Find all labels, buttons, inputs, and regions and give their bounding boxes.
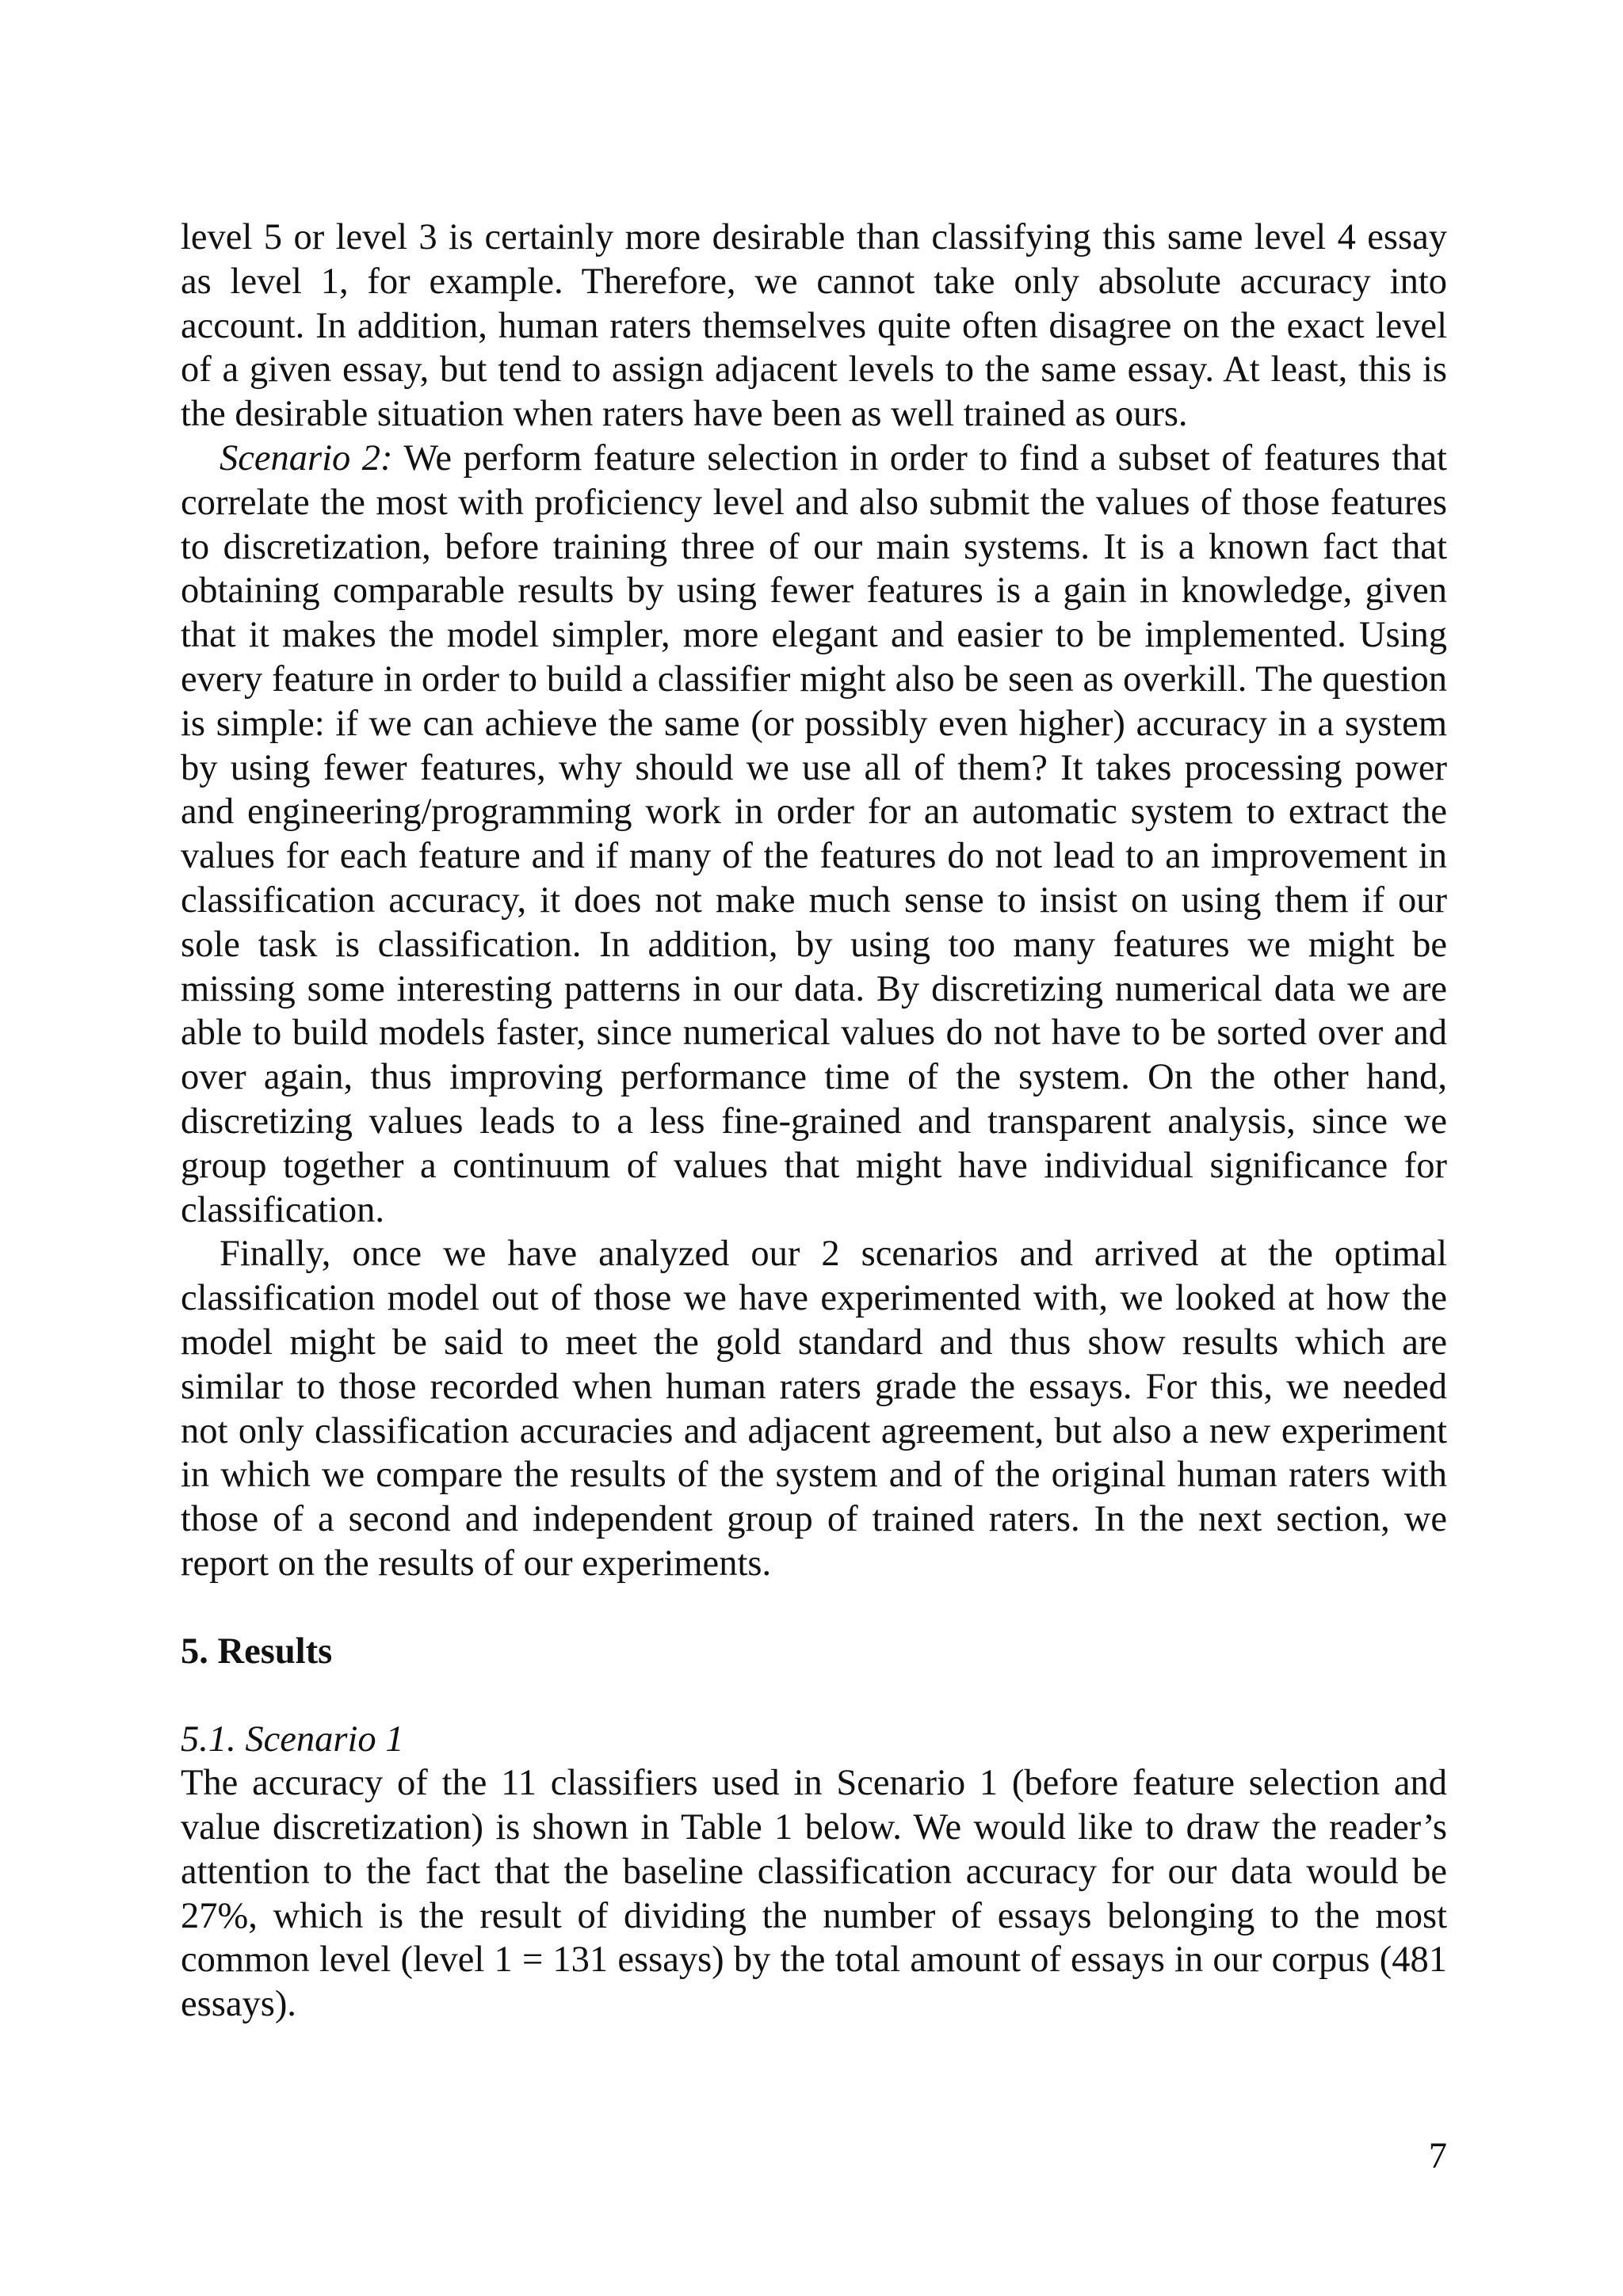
paragraph-scenario-1: The accuracy of the 11 classifiers used in Scenario 1 (before feature selection and value discretization) is shown in Table 1 below. We would like to draw the reader’s attention to the fact that the baseline classification accuracy for our data would be 27%, which is the result of dividing the number of essays belonging to the most common level (level 1 = 131 essays) by the total amount of essays in our corpus (481 essays). xyxy=(181,1763,1447,2025)
page-number: 7 xyxy=(1428,2136,1447,2176)
paragraph-scenario-2 xyxy=(181,437,1447,1232)
scenario-2-lead: Scenario 2: xyxy=(220,437,393,479)
section-heading-results: 5. Results xyxy=(181,1630,333,1672)
paragraph-finally: Finally, once we have analyzed our 2 scenarios and arrived at the optimal classification model out of those we have experimented with, we looked at how the model might be said to meet the gold standard and thus show results which are similar to those recorded when human raters grade the essays. For this, we needed not only classification accuracies and adjacent agreement, but also a new experiment in which we compare the results of the system and of the original human raters with those of a second and independent group of trained raters. In the next section, we report on the results of our experiments. xyxy=(181,1234,1447,1584)
paragraph-continuation: level 5 or level 3 is certainly more desirable than classifying this same level 4 essay as level 1, for example. Therefore, we cannot take only absolute accuracy into account. In addition, human raters themselves quite often disagree on the exact level of a given essay, but tend to assign adjacent levels to the same essay. At least, this is the desirable situation when raters have been as well trained as ours. xyxy=(181,217,1447,435)
scenario-2-text: We perform feature selection in order to find a subset of features that correlate the most with proficiency level and also submit the values of those features to discretization, before training three of our main systems. It is a known fact that obtaining comparable results by using fewer features is a gain in knowledge, given that it makes the model simpler, more elegant and easier to be implemented. Using every feature in order to build a classifier might also be seen as overkill. The question is simple: if we can achieve the same (or possibly even higher) accuracy in a system by using fewer features, why should we use all of them? It takes processing power and engineering/programming work in order for an automatic system to extract the values for each feature and if many of the features do not lead to an improvement in classification accuracy, it does not make much sense to insist on using them if our sole task is classification. In addition, by using too many features we might be missing some interesting patterns in our data. By discretizing numerical data we are able to build models faster, since numerical values do not have to be sorted over and over again, thus improving performance time of the system. On the other hand, discretizing values leads to a less fine-grained and transparent analysis, since we group together a continuum of values that might have individual significance for classification. xyxy=(181,437,1447,1230)
subsection-heading-scenario-1: 5.1. Scenario 1 xyxy=(181,1718,404,1760)
page-body xyxy=(181,215,1447,2027)
